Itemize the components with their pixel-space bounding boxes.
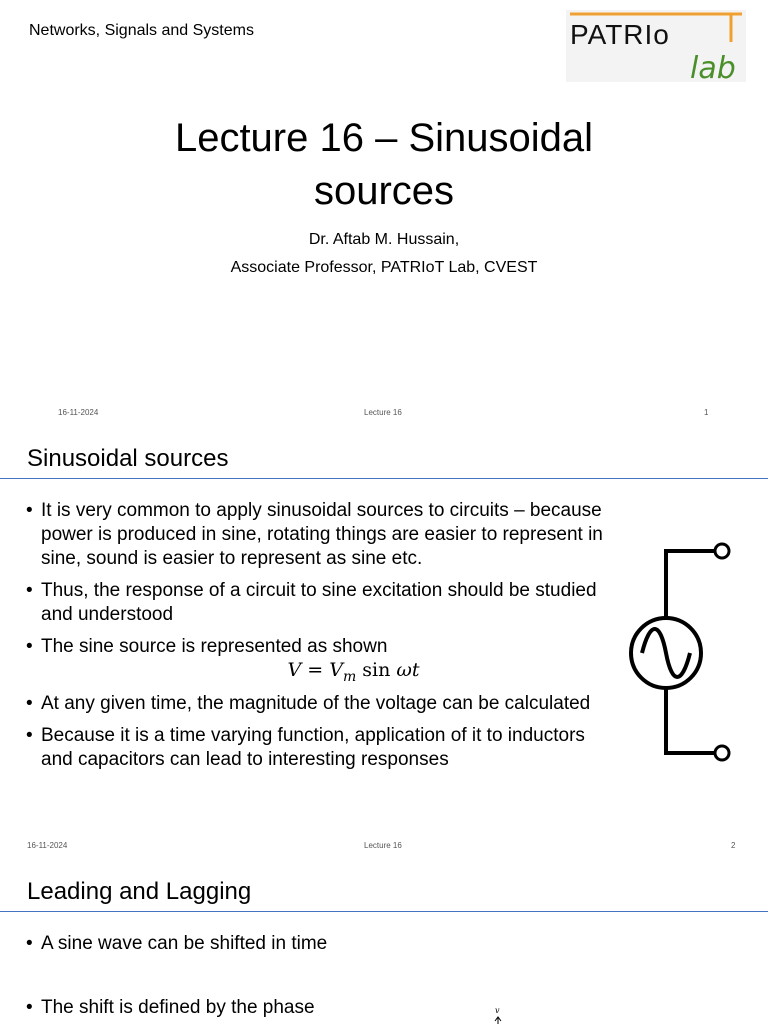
bullet-item: • The shift is defined by the phase	[26, 996, 606, 1020]
slide-2	[0, 433, 768, 866]
lecture-title-line-1: Lecture 16 – Sinusoidal	[174, 116, 594, 160]
bullet-item: • It is very common to apply sinusoidal sources to circuits – because power is produced in sine, rotating things are easier to represent in sine, sound is easier to represent as sine etc.	[26, 499, 606, 571]
slide-heading: Sinusoidal sources	[27, 445, 229, 472]
footer-page-number: 2	[731, 841, 736, 850]
bullet-list	[26, 932, 606, 1024]
sine-source-symbol-icon	[620, 533, 740, 773]
svg-text:lab: lab	[690, 51, 736, 82]
footer-page-number: 1	[704, 408, 709, 417]
footer-date: 16-11-2024	[27, 841, 68, 850]
slide-1	[0, 0, 768, 433]
heading-divider	[0, 478, 768, 479]
bullet-item: • A sine wave can be shifted in time	[26, 932, 606, 956]
bullet-list	[26, 499, 606, 780]
svg-text:PATRIo: PATRIo	[570, 19, 670, 50]
bullet-item: • Because it is a time varying function, application of it to inductors and capacitors can lead to interesting responses	[26, 724, 606, 772]
author-role: Associate Professor, PATRIoT Lab, CVEST	[230, 259, 538, 276]
lecture-title-line-2: sources	[313, 169, 455, 213]
patriot-lab-logo	[566, 10, 746, 82]
course-title: Networks, Signals and Systems	[29, 22, 254, 39]
plot-axis-arrow-icon	[493, 1016, 503, 1024]
footer-date: 16-11-2024	[58, 408, 99, 417]
footer-lecture: Lecture 16	[364, 408, 402, 417]
bullet-text: The sine source is represented as shown	[41, 636, 388, 657]
lecture-title	[0, 112, 768, 218]
author-name: Dr. Aftab M. Hussain,	[308, 231, 460, 248]
slide-heading: Leading and Lagging	[27, 878, 252, 905]
bullet-item	[26, 635, 606, 690]
footer-lecture: Lecture 16	[364, 841, 402, 850]
slide-3	[0, 866, 768, 1024]
heading-divider	[0, 911, 768, 912]
plot-axis-label: v	[495, 1006, 500, 1015]
sine-equation: $V = V_m$ sin ωt	[287, 659, 420, 685]
bullet-item: • At any given time, the magnitude of the voltage can be calculated	[26, 692, 606, 716]
bullet-item: • Thus, the response of a circuit to sine excitation should be studied and understood	[26, 579, 606, 627]
